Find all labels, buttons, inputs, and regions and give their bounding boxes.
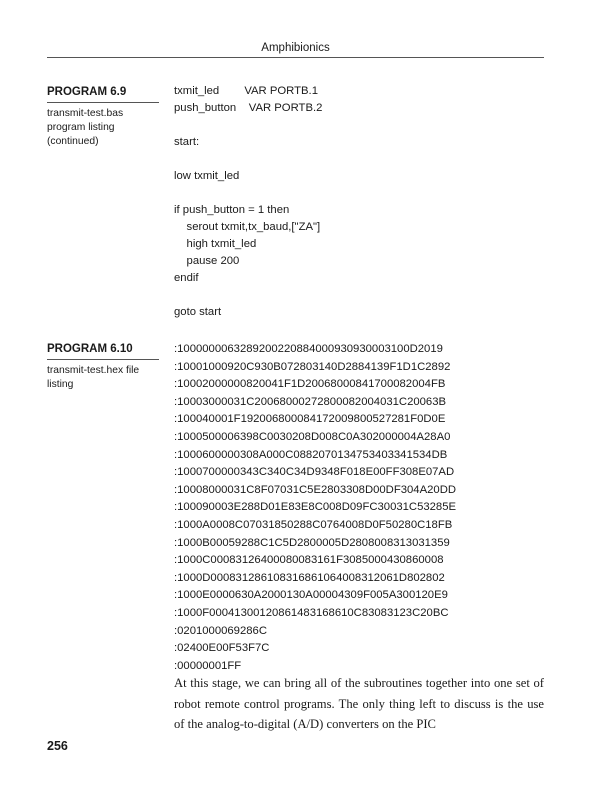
program-6-9-label: PROGRAM 6.9 — [47, 86, 127, 98]
page-number: 256 — [47, 739, 68, 753]
code-line: low txmit_led — [174, 170, 240, 182]
code-line: :02400E00F53F7C — [174, 642, 270, 655]
code-line: serout txmit,tx_baud,["ZA"] — [174, 221, 321, 233]
code-line: :1000600000308A000C0882070134753403341534DB — [174, 448, 448, 461]
program-6-10-sidebar — [47, 343, 159, 392]
code-line: :1000C00083126400080083161F3085000430860008 — [174, 554, 444, 567]
caption-line: (continued) — [47, 136, 99, 147]
code-line — [174, 151, 322, 168]
caption-line: program listing — [47, 122, 115, 133]
caption-line: listing — [47, 379, 74, 390]
code-line: :1000500006398C0030208D008C0A302000004A28A0 — [174, 430, 451, 443]
code-line: pause 200 — [174, 255, 240, 267]
code-line: :100090003E288D01E83E8C008D09FC30031C53285E — [174, 501, 457, 514]
code-line: :1000F00041300120861483168610C83083123C20BC — [174, 606, 449, 619]
code-line: :1000700000343C340C34D9348F018E00FF308E07AD — [174, 466, 455, 479]
program-6-10-label: PROGRAM 6.10 — [47, 343, 133, 355]
code-line: :1000D000831286108316861064008312061D802802 — [174, 571, 445, 584]
body-paragraph: At this stage, we can bring all of the subroutines together into one set of robot remote control programs. The only thing left to discuss is the use of the analog-to-digital (A/D) converters on the PIC — [174, 676, 544, 731]
code-line: :1000000063289200220884000930930003100D2019 — [174, 343, 443, 355]
caption-line: transmit-test.hex file — [47, 365, 140, 376]
code-line: endif — [174, 272, 199, 284]
program-6-9-code — [174, 83, 322, 321]
code-line: push_button VAR PORTB.2 — [174, 102, 323, 114]
program-6-10-hex-listing — [174, 341, 456, 675]
caption-line: transmit-test.bas — [47, 108, 124, 119]
code-line — [174, 287, 322, 304]
header-rule — [47, 57, 544, 58]
code-line — [174, 185, 322, 202]
code-line: :10008000031C8F07031C5E2803308D00DF304A20DD — [174, 483, 457, 496]
code-line: :10002000000820041F1D20068000841700082004FB — [174, 378, 446, 391]
code-line: :1000B00059288C1C5D2800005D2808008313031359 — [174, 536, 450, 549]
program-6-9-sidebar — [47, 86, 159, 149]
code-line: :10003000031C20068000272800082004031C20063B — [174, 395, 447, 408]
program-6-9-caption — [47, 107, 159, 149]
code-line: goto start — [174, 306, 222, 318]
code-line — [174, 117, 322, 134]
running-head: Amphibionics — [261, 42, 330, 54]
code-line: start: — [174, 136, 200, 148]
program-6-9-rule — [47, 102, 159, 103]
code-line: :0201000069286C — [174, 624, 267, 637]
code-line: :10001000920C930B072803140D2884139F1D1C2892 — [174, 360, 451, 373]
program-6-10-rule — [47, 359, 159, 360]
code-line: high txmit_led — [174, 238, 257, 250]
code-line: txmit_led VAR PORTB.1 — [174, 85, 318, 97]
code-line: :00000001FF — [174, 659, 242, 672]
code-line: :1000A0008C07031850288C0764008D0F50280C18FB — [174, 518, 453, 531]
code-line: if push_button = 1 then — [174, 204, 290, 216]
code-line: :1000E0000630A2000130A00004309F005A300120E9 — [174, 589, 448, 602]
program-6-10-caption — [47, 364, 159, 392]
code-line: :100040001F192006800084172009800527281F0D0E — [174, 413, 446, 426]
